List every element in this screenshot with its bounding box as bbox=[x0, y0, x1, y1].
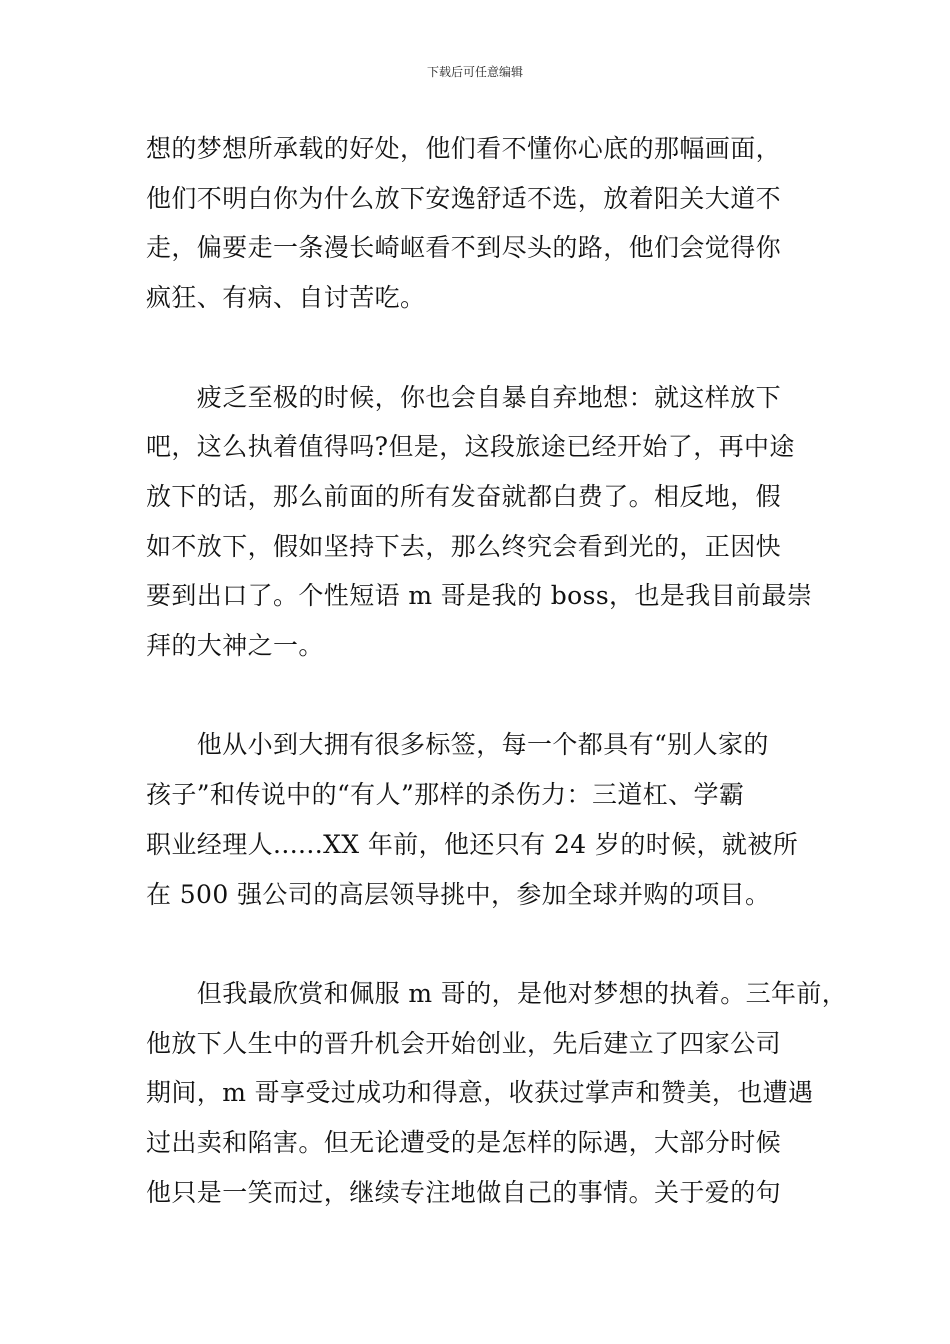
text-line: 疯狂、有病、自讨苦吃。 bbox=[146, 283, 426, 313]
text-line: 拜的大神之一。 bbox=[146, 631, 324, 661]
text-line: 放下的话，那么前面的所有发奋就都白费了。相反地，假 bbox=[146, 481, 782, 511]
paragraph-4 bbox=[146, 969, 848, 1218]
text-line: 他放下人生中的晋升机会开始创业，先后建立了四家公司 bbox=[146, 1028, 782, 1058]
text-line: 吧，这么执着值得吗?但是，这段旅途已经开始了，再中途 bbox=[146, 432, 795, 462]
text-line: 如不放下，假如坚持下去，那么终究会看到光的，正因快 bbox=[146, 531, 782, 561]
text-line: 他们不明白你为什么放下安逸舒适不选，放着阳关大道不 bbox=[146, 183, 782, 213]
paragraph-3 bbox=[146, 720, 816, 919]
paragraph-1 bbox=[146, 124, 816, 323]
page-header: 下载后可任意编辑 bbox=[426, 65, 523, 79]
text-line: 孩子”和传说中的“有人”那样的杀伤力：三道杠、学霸 bbox=[146, 780, 745, 810]
document-body bbox=[146, 124, 848, 1217]
paragraph-gap bbox=[146, 323, 816, 373]
paragraph-gap bbox=[146, 919, 816, 969]
text-line: 走，偏要走一条漫长崎岖看不到尽头的路，他们会觉得你 bbox=[146, 233, 782, 263]
text-line: 在 500 强公司的高层领导挑中，参加全球并购的项目。 bbox=[146, 879, 771, 909]
paragraph-gap bbox=[146, 671, 816, 721]
paragraph-2 bbox=[146, 373, 816, 671]
text-line: 疲乏至极的时候，你也会自暴自弃地想：就这样放下 bbox=[146, 382, 782, 412]
text-line: 要到出口了。个性短语 m 哥是我的 boss，也是我目前最崇 bbox=[146, 581, 813, 611]
text-line: 过出卖和陷害。但无论遭受的是怎样的际遇，大部分时候 bbox=[146, 1128, 782, 1158]
text-line: 他只是一笑而过，继续专注地做自己的事情。关于爱的句 bbox=[146, 1177, 782, 1207]
text-line: 他从小到大拥有很多标签，每一个都具有“别人家的 bbox=[146, 730, 769, 760]
text-line: 但我最欣赏和佩服 m 哥的，是他对梦想的执着。三年前， bbox=[146, 978, 848, 1008]
text-line: 职业经理人......XX 年前，他还只有 24 岁的时候，就被所 bbox=[146, 829, 799, 859]
text-line: 期间，m 哥享受过成功和得意，收获过掌声和赞美，也遭遇 bbox=[146, 1078, 814, 1108]
text-line: 想的梦想所承载的好处，他们看不懂你心底的那幅画面， bbox=[146, 134, 782, 163]
